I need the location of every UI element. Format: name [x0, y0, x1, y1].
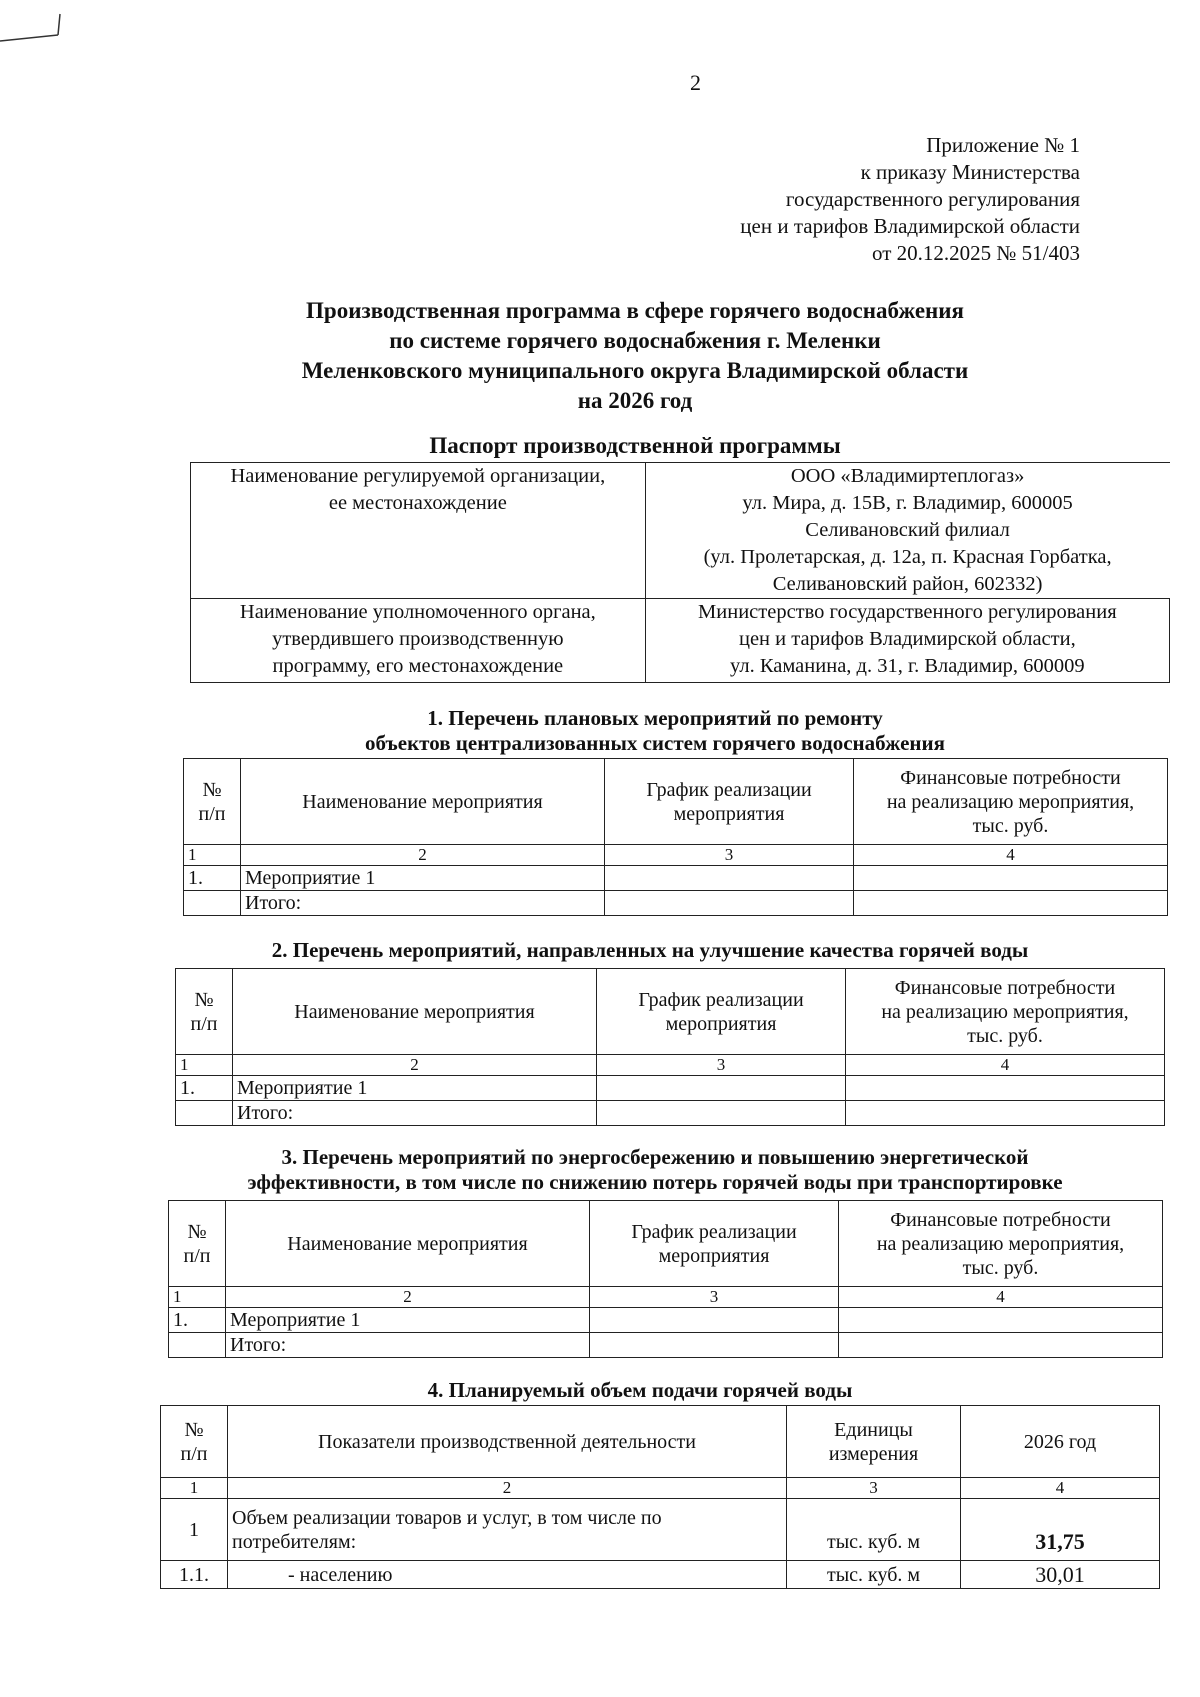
appendix-line: от 20.12.2025 № 51/403 — [871, 241, 1080, 265]
col-name-header: Наименование мероприятия — [241, 759, 605, 845]
title-line: Меленковского муниципального округа Владимирской области — [301, 358, 969, 383]
appendix-block — [620, 132, 1080, 267]
page-number: 2 — [690, 70, 701, 95]
col-no-header: № п/п — [176, 969, 233, 1055]
col-year-header: 2026 год — [961, 1406, 1160, 1478]
table-header-row — [161, 1406, 1160, 1478]
table-row — [191, 599, 1170, 683]
appendix-line: к приказу Министерства — [860, 160, 1080, 184]
table-row: 1. Мероприятие 1 — [169, 1308, 1163, 1333]
appendix-line: государственного регулирования — [785, 187, 1080, 211]
column-number-row: 1 2 3 4 — [176, 1055, 1165, 1076]
title-line: по системе горячего водоснабжения г. Меленки — [389, 328, 881, 353]
section3-table — [168, 1200, 1163, 1358]
col-no-header: № п/п — [169, 1201, 226, 1287]
col-no-header: № п/п — [161, 1406, 228, 1478]
section4-table — [160, 1405, 1160, 1589]
column-number-row: 1 2 3 4 — [161, 1478, 1160, 1499]
passport-heading: Паспорт производственной программы — [429, 433, 841, 458]
passport-label-cell: Наименование регулируемой организации, ее местонахождение — [191, 463, 646, 599]
table-header-row — [184, 759, 1168, 845]
table-header-row — [176, 969, 1165, 1055]
col-schedule-header: График реализации мероприятия — [590, 1201, 839, 1287]
section1-table — [183, 758, 1168, 916]
col-indicator-header: Показатели производственной деятельности — [228, 1406, 787, 1478]
table-row: 1. Мероприятие 1 — [176, 1076, 1165, 1101]
column-number-row: 1 2 3 4 — [169, 1287, 1163, 1308]
section3-heading: 3. Перечень мероприятий по энергосбережению и повышению энергетической эффективности, в том числе по снижению потерь горячей воды при транспортировке — [247, 1145, 1063, 1194]
col-finance-header: Финансовые потребности на реализацию мероприятия, тыс. руб. — [846, 969, 1165, 1055]
passport-table — [190, 462, 1170, 683]
table-row-total: Итого: — [169, 1333, 1163, 1358]
appendix-line: Приложение № 1 — [926, 133, 1080, 157]
section1-heading: 1. Перечень плановых мероприятий по ремонту объектов централизованных систем горячего водоснабжения — [365, 706, 945, 755]
section2-table — [175, 968, 1165, 1126]
title-line: на 2026 год — [577, 388, 693, 413]
table-row-total: Итого: — [184, 891, 1168, 916]
section4-heading: 4. Планируемый объем подачи горячей воды — [427, 1378, 853, 1402]
passport-value-cell: ООО «Владимиртеплогаз» ул. Мира, д. 15В, г. Владимир, 600005 Селивановский филиал (ул. Пролетарская, д. 12а, п. Красная Горбатка, Селивановский район, 602332) — [645, 463, 1169, 599]
table-row-total: Итого: — [176, 1101, 1165, 1126]
section2-heading: 2. Перечень мероприятий, направленных на улучшение качества горячей воды — [271, 938, 1029, 962]
table-header-row — [169, 1201, 1163, 1287]
col-name-header: Наименование мероприятия — [226, 1201, 590, 1287]
col-finance-header: Финансовые потребности на реализацию мероприятия, тыс. руб. — [854, 759, 1168, 845]
col-name-header: Наименование мероприятия — [233, 969, 597, 1055]
col-finance-header: Финансовые потребности на реализацию мероприятия, тыс. руб. — [839, 1201, 1163, 1287]
document-title — [200, 296, 1070, 416]
table-row: 1. Мероприятие 1 — [184, 866, 1168, 891]
passport-label-cell: Наименование уполномоченного органа, утвердившего производственную программу, его местонахождение — [191, 599, 646, 683]
title-line: Производственная программа в сфере горячего водоснабжения — [306, 298, 964, 323]
scan-mark — [0, 0, 90, 50]
col-no-header: № п/п — [184, 759, 241, 845]
appendix-line: цен и тарифов Владимирской области — [740, 214, 1080, 238]
column-number-row: 1 2 3 4 — [184, 845, 1168, 866]
passport-value-cell: Министерство государственного регулирования цен и тарифов Владимирской области, ул. Каманина, д. 31, г. Владимир, 600009 — [645, 599, 1169, 683]
col-unit-header: Единицы измерения — [787, 1406, 961, 1478]
col-schedule-header: График реализации мероприятия — [597, 969, 846, 1055]
table-row: 1.1. - населению тыс. куб. м 30,01 — [161, 1561, 1160, 1589]
table-row — [191, 463, 1170, 599]
table-row: 1 Объем реализации товаров и услуг, в том числе по потребителям: тыс. куб. м 31,75 — [161, 1499, 1160, 1561]
col-schedule-header: График реализации мероприятия — [605, 759, 854, 845]
